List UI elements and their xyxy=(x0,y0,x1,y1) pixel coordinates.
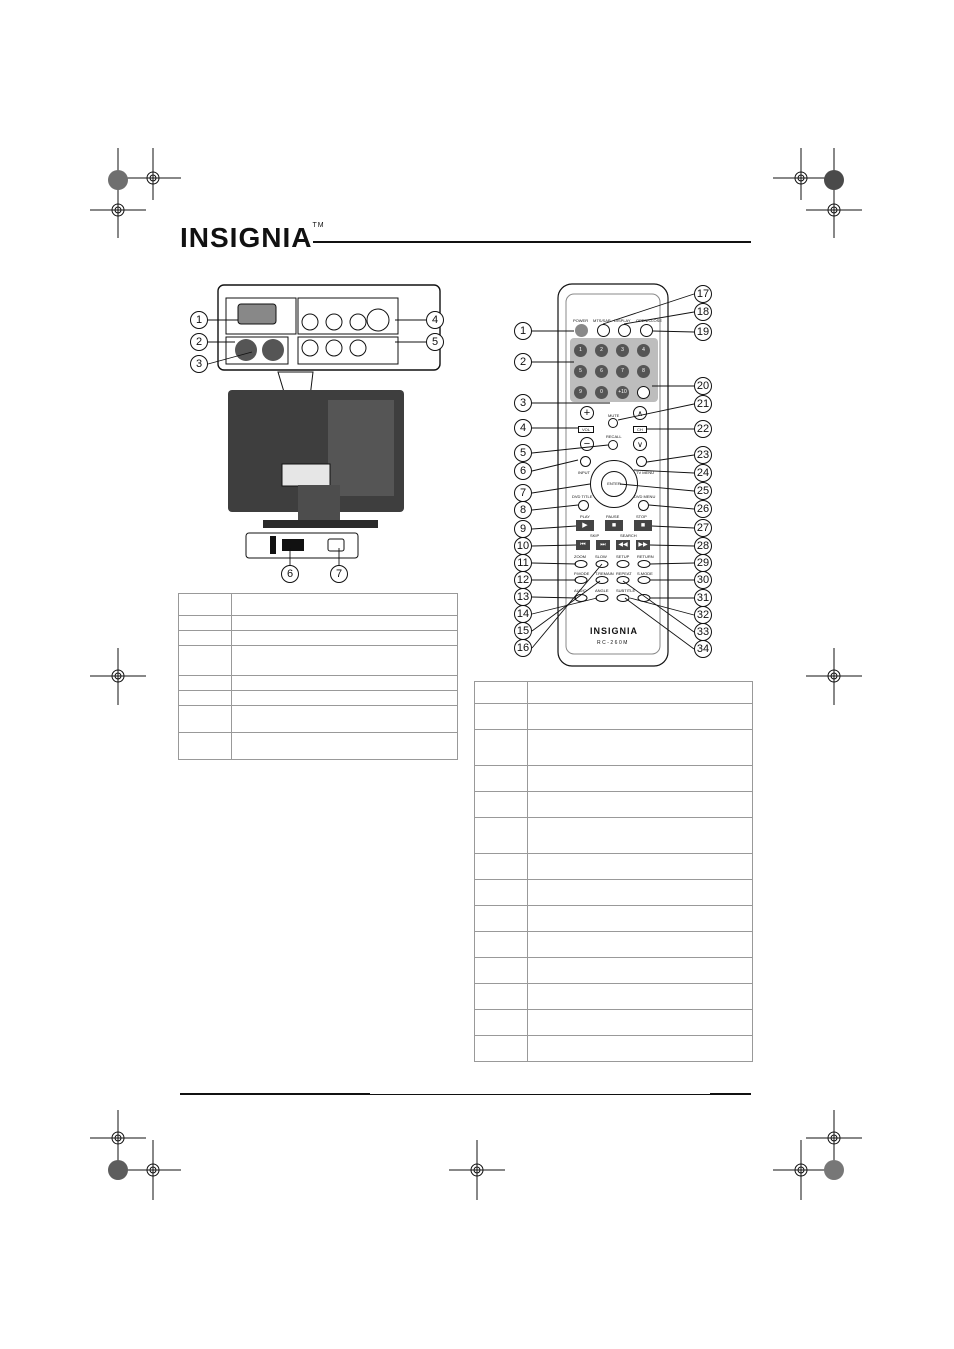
remote-callout-19: 19 xyxy=(694,323,712,341)
remote-callout-22: 22 xyxy=(694,420,712,438)
play-button[interactable]: ▶ xyxy=(576,520,594,531)
remote-brand: INSIGNIA xyxy=(590,626,639,636)
footer-rule xyxy=(370,1094,751,1095)
remote-callout-32: 32 xyxy=(694,606,712,624)
remote-buttons-table xyxy=(474,681,753,1062)
remote-callout-34: 34 xyxy=(694,640,712,658)
remote-callout-28: 28 xyxy=(694,537,712,555)
stop-button[interactable]: ■ xyxy=(634,520,652,531)
dvd-title-label: DVD TITLE xyxy=(572,494,593,499)
remote-callout-23: 23 xyxy=(694,446,712,464)
setup-label: SETUP xyxy=(616,554,630,559)
trademark: TM xyxy=(312,222,325,229)
zoom-label: ZOOM xyxy=(574,554,586,559)
digit-4[interactable]: 4 xyxy=(637,344,650,357)
footer-rule-left xyxy=(180,1093,370,1095)
remote-callout-30: 30 xyxy=(694,571,712,589)
remote-callout-11: 11 xyxy=(514,554,532,572)
remote-callout-7: 7 xyxy=(514,484,532,502)
tv-callout-3: 3 xyxy=(190,355,208,373)
tv-callout-1: 1 xyxy=(190,311,208,329)
remote-callout-18: 18 xyxy=(694,303,712,321)
mute-label: MUTE xyxy=(608,413,620,418)
subtitle-label: SUBTITLE xyxy=(616,588,636,593)
remote-callout-26: 26 xyxy=(694,500,712,518)
remote-callout-21: 21 xyxy=(694,395,712,413)
fast-forward-button[interactable]: ▶▶ xyxy=(636,540,650,550)
open-close-label: OPEN/CLOSE xyxy=(636,318,663,323)
remote-callout-15: 15 xyxy=(514,622,532,640)
tremain-label: T.REMAIN xyxy=(595,571,614,576)
repeat-label: REPEAT xyxy=(616,571,632,576)
remote-callout-20: 20 xyxy=(694,377,712,395)
remote-callout-29: 29 xyxy=(694,554,712,572)
angle-label: ANGLE xyxy=(595,588,609,593)
remote-callout-3: 3 xyxy=(514,394,532,412)
vol-up-button[interactable]: + xyxy=(580,406,594,420)
remote-callout-5: 5 xyxy=(514,444,532,462)
digit-plus10[interactable]: +10 xyxy=(616,386,629,399)
remote-callout-24: 24 xyxy=(694,464,712,482)
remote-callout-6: 6 xyxy=(514,462,532,480)
vol-label: VOL xyxy=(578,426,594,433)
ch-label: CH xyxy=(633,426,647,433)
remote-model: RC-260M xyxy=(597,640,629,646)
recall-label: RECALL xyxy=(606,434,622,439)
remote-callout-27: 27 xyxy=(694,519,712,537)
tv-callout-7: 7 xyxy=(330,565,348,583)
digit-6[interactable]: 6 xyxy=(595,365,608,378)
slow-label: SLOW xyxy=(595,554,607,559)
tv-callout-2: 2 xyxy=(190,333,208,351)
digit-9[interactable]: 9 xyxy=(574,386,587,399)
rewind-button[interactable]: ◀◀ xyxy=(616,540,630,550)
remote-callout-8: 8 xyxy=(514,501,532,519)
remote-callout-13: 13 xyxy=(514,588,532,606)
remote-callout-16: 16 xyxy=(514,639,532,657)
skip-forward-button[interactable]: ⏭ xyxy=(596,540,610,550)
tv-callout-4: 4 xyxy=(426,311,444,329)
digit-1[interactable]: 1 xyxy=(574,344,587,357)
search-label: SEARCH xyxy=(620,533,637,538)
power-label: POWER xyxy=(573,318,589,323)
input-label: INPUT xyxy=(578,470,590,475)
pmode-label: P.MODE xyxy=(574,571,590,576)
tv-menu-label: TV MENU xyxy=(636,470,654,475)
skip-label: SKIP xyxy=(590,533,600,538)
stop-label: STOP xyxy=(636,514,647,519)
pause-button[interactable]: ■ xyxy=(605,520,623,531)
ch-up-button[interactable]: ∧ xyxy=(633,406,647,420)
skip-back-button[interactable]: ⏮ xyxy=(576,540,590,550)
remote-callout-1: 1 xyxy=(514,322,532,340)
pause-label: PAUSE xyxy=(606,514,620,519)
enter-button[interactable]: ENTER xyxy=(601,471,627,497)
vol-down-button[interactable]: − xyxy=(580,437,594,451)
remote-callout-12: 12 xyxy=(514,571,532,589)
digit-8[interactable]: 8 xyxy=(637,365,650,378)
remote-callout-4: 4 xyxy=(514,419,532,437)
digit-3[interactable]: 3 xyxy=(616,344,629,357)
play-label: PLAY xyxy=(580,514,590,519)
remote-callout-33: 33 xyxy=(694,623,712,641)
remote-callout-14: 14 xyxy=(514,605,532,623)
brand-text: INSIGNIA xyxy=(180,222,313,253)
digit-0[interactable]: 0 xyxy=(595,386,608,399)
tv-callout-5: 5 xyxy=(426,333,444,351)
digit-5[interactable]: 5 xyxy=(574,365,587,378)
smode-label: S.MODE xyxy=(637,571,653,576)
dvd-menu-label: DVD MENU xyxy=(634,494,656,499)
remote-callout-10: 10 xyxy=(514,537,532,555)
tv-callout-6: 6 xyxy=(281,565,299,583)
remote-callout-17: 17 xyxy=(694,285,712,303)
ch-down-button[interactable]: ∨ xyxy=(633,437,647,451)
mts-label: MTS/SAP xyxy=(593,318,611,323)
digit-7[interactable]: 7 xyxy=(616,365,629,378)
remote-callout-25: 25 xyxy=(694,482,712,500)
footer-rule-right xyxy=(710,1093,751,1095)
remote-callout-2: 2 xyxy=(514,353,532,371)
remote-callout-31: 31 xyxy=(694,589,712,607)
return-label: RETURN xyxy=(637,554,654,559)
remote-callout-9: 9 xyxy=(514,520,532,538)
audio-label: AUDIO xyxy=(574,588,587,593)
display-label: DISPLAY xyxy=(614,318,631,323)
digit-2[interactable]: 2 xyxy=(595,344,608,357)
